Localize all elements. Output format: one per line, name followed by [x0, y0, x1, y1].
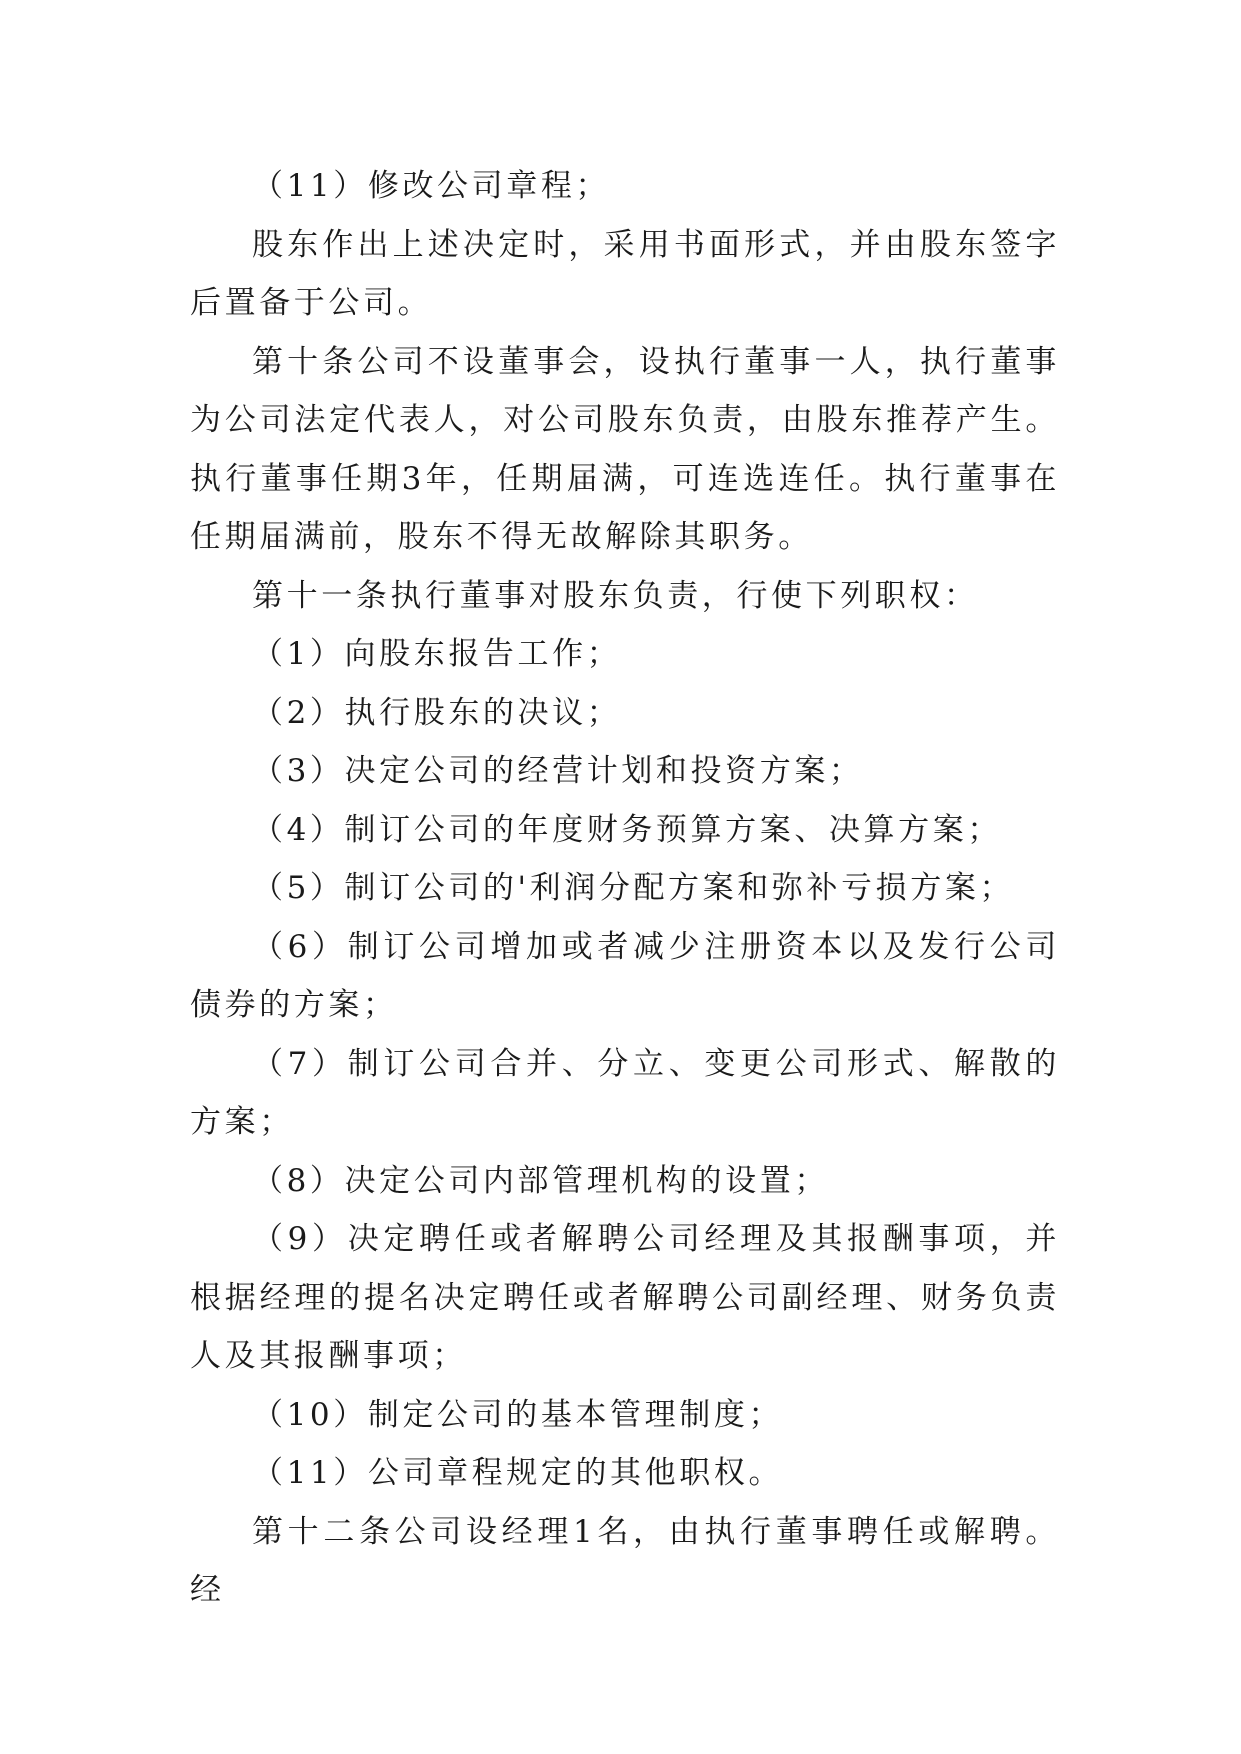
list-item-2: （2）执行股东的决议； — [252, 694, 622, 731]
paragraph-article-10: 第十条公司不设董事会，设执行董事一人，执行董事为公司法定代表人，对公司股东负责，由股东推荐产生。执行董事任期3年，任期届满，可连选连任。执行董事在任期届满前，股东不得无故解除其职务。 — [190, 343, 1060, 555]
list-item-5: （5）制订公司的'利润分配方案和弥补亏损方案； — [252, 870, 1015, 906]
list-item-7: （7）制订公司合并、分立、变更公司形式、解散的方案； — [190, 1045, 1060, 1140]
list-item-9: （9）决定聘任或者解聘公司经理及其报酬事项，并根据经理的提名决定聘任或者解聘公司副经理、财务负责人及其报酬事项； — [190, 1221, 1060, 1374]
list-item-8: （8）决定公司内部管理机构的设置； — [252, 1162, 829, 1199]
paragraph-shareholder-decision: 股东作出上述决定时，采用书面形式，并由股东签字后置备于公司。 — [190, 226, 1060, 321]
paragraph-article-11: 第十一条执行董事对股东负责，行使下列职权： — [252, 577, 979, 614]
paragraph-amend-articles: （11）修改公司章程； — [252, 168, 611, 204]
list-item-4: （4）制订公司的年度财务预算方案、决算方案； — [252, 811, 1002, 848]
list-item-6: （6）制订公司增加或者减少注册资本以及发行公司债券的方案； — [190, 928, 1060, 1023]
list-item-11: （11）公司章程规定的其他职权。 — [252, 1455, 784, 1491]
paragraph-article-12: 第十二条公司设经理1名，由执行董事聘任或解聘。经 — [190, 1513, 1060, 1608]
document-body — [190, 157, 1060, 1620]
list-item-1: （1）向股东报告工作； — [252, 636, 622, 672]
list-item-10: （10）制定公司的基本管理制度； — [252, 1396, 784, 1433]
list-item-3: （3）决定公司的经营计划和投资方案； — [252, 753, 864, 789]
